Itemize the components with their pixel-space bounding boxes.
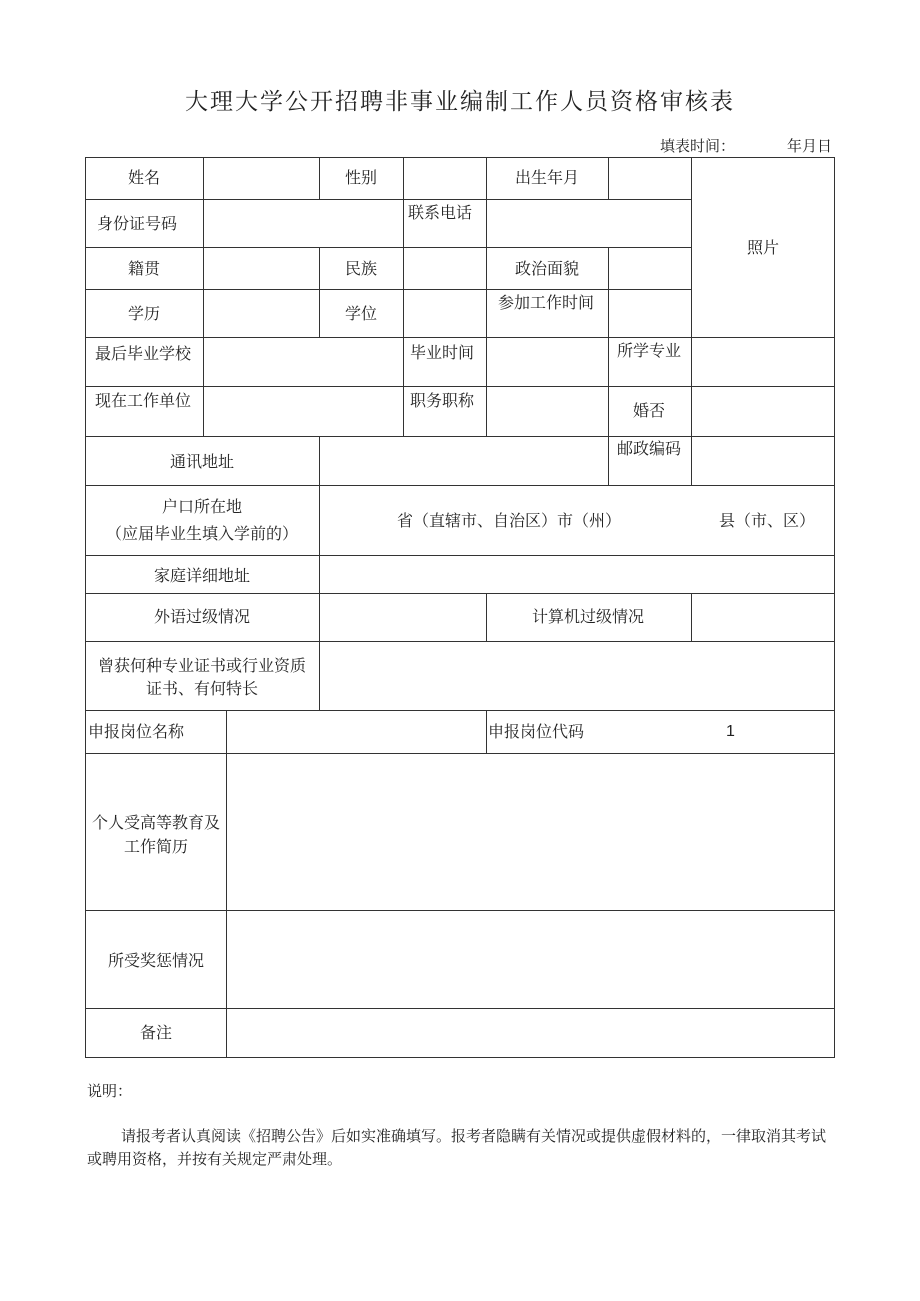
label-job-title: 职务职称 <box>410 391 475 410</box>
label-current-unit: 现在工作单位 <box>95 391 192 410</box>
label-education: 学历 <box>127 304 161 323</box>
notes-body: 请报考者认真阅读《招聘公告》后如实准确填写。报考者隐瞒有关情况或提供虚假材料的，一律取消其考试或聘用资格，并按有关规定严肃处理。 <box>87 1127 827 1168</box>
position-code-value: 1 <box>726 723 735 740</box>
label-phone: 联系电话 <box>408 203 473 222</box>
fill-time-date: 年月日 <box>786 137 832 155</box>
label-graduate-school: 最后毕业学校 <box>95 344 192 363</box>
label-gender: 性别 <box>344 168 378 187</box>
label-language: 外语过级情况 <box>153 607 251 626</box>
label-certificates-2: 证书、有何特长 <box>145 679 259 698</box>
label-work-start: 参加工作时间 <box>498 293 595 312</box>
notes-label: 说明： <box>87 1082 133 1100</box>
hukou-province: 省（直辖市、自治区）市（州） <box>397 511 622 530</box>
page-title: 大理大学公开招聘非事业编制工作人员资格审核表 <box>185 89 735 115</box>
label-certificates: 曾获何种专业证书或行业资质 <box>97 656 307 675</box>
label-home-address: 家庭详细地址 <box>153 566 251 585</box>
label-remarks: 备注 <box>139 1023 173 1042</box>
label-resume: 个人受高等教育及 <box>91 813 221 832</box>
label-hukou-note: （应届毕业生填入学前的） <box>105 524 299 543</box>
fill-time <box>660 135 832 156</box>
label-postcode: 邮政编码 <box>617 439 682 458</box>
label-id-number: 身份证号码 <box>97 214 178 233</box>
fill-time-label: 填表时间： <box>659 137 735 155</box>
label-hukou: 户口所在地 <box>161 497 243 516</box>
label-birth: 出生年月 <box>514 168 580 187</box>
label-computer: 计算机过级情况 <box>531 607 645 626</box>
label-native-place: 籍贯 <box>127 259 161 278</box>
label-position-name: 申报岗位名称 <box>88 722 185 741</box>
label-marital-status: 婚否 <box>632 401 666 420</box>
qualification-form <box>85 157 835 1058</box>
label-major: 所学专业 <box>617 341 682 360</box>
label-political-status: 政治面貌 <box>514 259 580 278</box>
label-ethnicity: 民族 <box>344 259 378 278</box>
label-resume-2: 工作简历 <box>123 837 189 856</box>
label-awards: 所受奖惩情况 <box>107 951 205 970</box>
label-degree: 学位 <box>344 304 378 323</box>
label-graduate-time: 毕业时间 <box>410 343 475 362</box>
photo-box: 照片 <box>746 238 780 257</box>
label-position-code: 申报岗位代码 <box>488 722 585 741</box>
label-address: 通讯地址 <box>169 452 235 471</box>
hukou-county: 县（市、区） <box>719 511 816 530</box>
label-name: 姓名 <box>127 168 161 187</box>
